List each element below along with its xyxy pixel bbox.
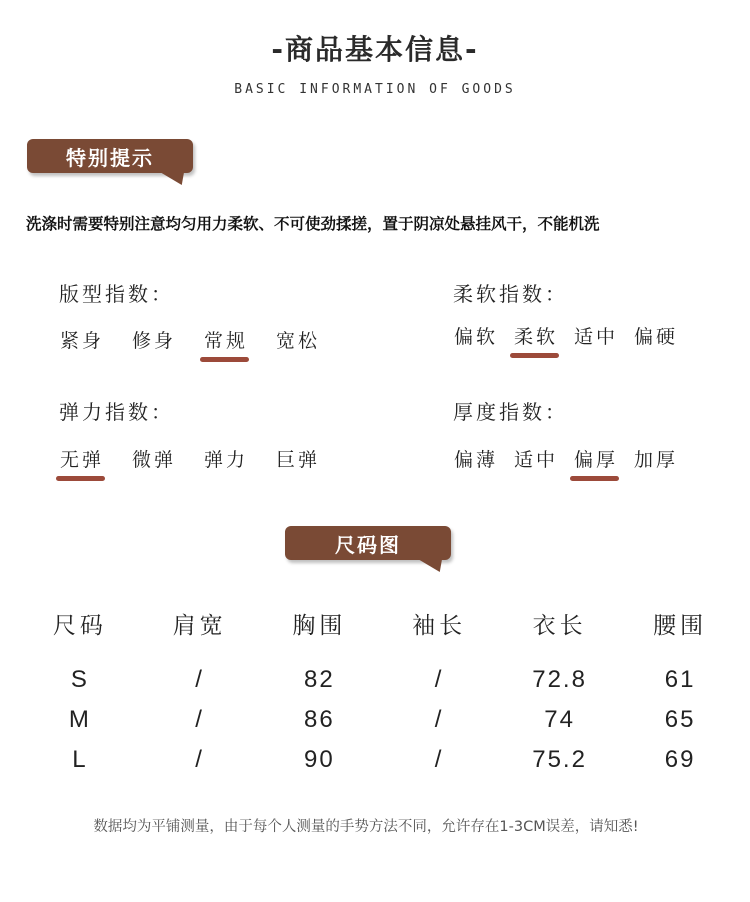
header-cell: 腰围 bbox=[653, 612, 708, 639]
softness-option: 偏软 bbox=[454, 326, 499, 348]
page-subtitle: BASIC INFORMATION OF GOODS bbox=[234, 82, 516, 97]
speech-tail-icon bbox=[156, 171, 184, 185]
thickness-option: 适中 bbox=[514, 449, 559, 471]
thickness-index-label: 厚度指数： bbox=[453, 400, 568, 424]
table-row bbox=[20, 740, 740, 780]
softness-index-options bbox=[453, 322, 679, 349]
fit-index-options bbox=[59, 326, 321, 353]
thickness-option-selected: 偏厚 bbox=[573, 445, 619, 472]
table-cell: / bbox=[195, 746, 204, 773]
size-table bbox=[20, 602, 740, 780]
notice-tag bbox=[27, 139, 193, 173]
table-cell: / bbox=[434, 706, 444, 733]
table-cell: / bbox=[434, 666, 444, 693]
softness-option: 偏硬 bbox=[634, 326, 679, 348]
thickness-option: 偏薄 bbox=[454, 449, 499, 471]
table-row bbox=[20, 700, 740, 740]
elasticity-option: 巨弹 bbox=[276, 449, 321, 471]
table-cell: S bbox=[70, 666, 89, 693]
fit-option: 修身 bbox=[132, 330, 177, 352]
speech-tail-icon bbox=[414, 558, 442, 572]
fit-option-selected: 常规 bbox=[203, 326, 249, 353]
elasticity-option-selected: 无弹 bbox=[59, 445, 105, 472]
table-cell: 82 bbox=[303, 666, 335, 693]
notice-tag-label: 特别提示 bbox=[66, 145, 154, 170]
table-cell: 90 bbox=[303, 746, 335, 773]
table-cell: 75.2 bbox=[532, 746, 587, 773]
table-row bbox=[20, 660, 740, 700]
table-cell: 74 bbox=[544, 706, 575, 733]
fit-option: 宽松 bbox=[276, 330, 321, 352]
measurement-note: 数据均为平铺测量，由于每个人测量的手势方法不同，允许存在1-3CM误差，请知悉! bbox=[93, 819, 639, 835]
softness-option-selected: 柔软 bbox=[513, 322, 559, 349]
care-instructions: 洗涤时需要特别注意均匀用力柔软、不可使劲揉搓，置于阴凉处悬挂风干，不能机洗 bbox=[26, 215, 600, 233]
softness-option: 适中 bbox=[574, 326, 619, 348]
header-cell: 胸围 bbox=[292, 612, 347, 639]
table-cell: 86 bbox=[303, 706, 335, 733]
fit-option: 紧身 bbox=[60, 330, 105, 352]
page-title: -商品基本信息- bbox=[271, 33, 479, 66]
table-cell: / bbox=[195, 706, 204, 733]
table-cell: 72.8 bbox=[532, 666, 587, 693]
header-cell: 尺码 bbox=[52, 612, 107, 639]
header-cell: 袖长 bbox=[412, 612, 467, 639]
elasticity-option: 微弹 bbox=[132, 449, 177, 471]
table-cell: / bbox=[434, 746, 444, 773]
header-cell: 肩宽 bbox=[172, 612, 227, 639]
table-cell: / bbox=[195, 666, 204, 693]
size-chart-tag bbox=[285, 526, 451, 560]
table-cell: 65 bbox=[664, 706, 696, 733]
elasticity-option: 弹力 bbox=[204, 449, 249, 471]
table-cell: M bbox=[68, 706, 91, 733]
table-cell: L bbox=[72, 746, 88, 773]
size-table-header bbox=[20, 602, 740, 644]
fit-index-label: 版型指数： bbox=[59, 282, 174, 306]
header-cell: 衣长 bbox=[532, 612, 587, 639]
elasticity-index-options bbox=[59, 445, 321, 472]
table-cell: 61 bbox=[664, 666, 696, 693]
size-chart-tag-label: 尺码图 bbox=[335, 532, 401, 557]
elasticity-index-label: 弹力指数： bbox=[59, 400, 174, 424]
table-cell: 69 bbox=[664, 746, 696, 773]
thickness-option: 加厚 bbox=[634, 449, 679, 471]
thickness-index-options bbox=[453, 445, 679, 472]
softness-index-label: 柔软指数： bbox=[453, 282, 568, 306]
